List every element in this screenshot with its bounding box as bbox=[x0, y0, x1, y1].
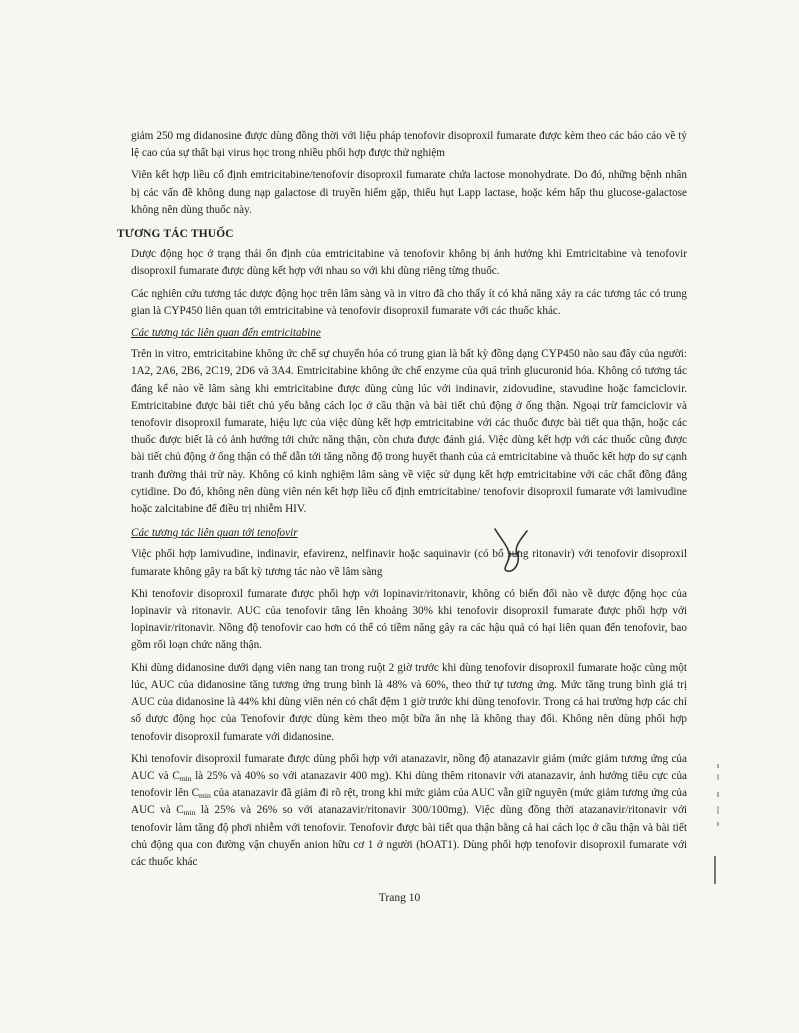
scan-edge-bar bbox=[714, 856, 716, 884]
paragraph-atanazavir bbox=[131, 751, 687, 871]
paragraph-didanosine-note: giảm 250 mg didanosine được dùng đồng thời với liệu pháp tenofovir disoproxil fumarate được kèm theo các báo cáo về tỷ lệ cao của sự thất bại virus học trong nhiều phối hợp được thử nghiệm bbox=[131, 130, 687, 160]
paragraph-lopinavir-ritonavir: Khi tenofovir disoproxil fumarate được phối hợp với lopinavir/ritonavir, không có biến đổi nào về dược động học của lopinavir và ritonavir. AUC của tenofovir tăng lên khoảng 30% khi tenofovir disoproxil fumarate được phối hợp với lopinavir/ritonavir. Nồng độ tenofovir cao hơn có thể có tiềm năng gây ra các hậu quả có hại liên quan đến tenofovir, bao gồm rối loạn chức năng thận. bbox=[131, 587, 687, 652]
subheading-emtricitabine: Các tương tác liên quan đến emtricitabine bbox=[131, 327, 321, 340]
paragraph-didanosine: Khi dùng didanosine dưới dạng viên nang tan trong ruột 2 giờ trước khi dùng tenofovir disoproxil fumarate hoặc cùng một lúc, AUC của didanosine tăng tương ứng trung bình là 48% và 60%, theo thứ tự tương ứng. Mức tăng trung bình giá trị AUC của didanosine là 44% khi dùng viên nén có chất đệm 1 giờ trước khi dùng tenofovir. Trong cả hai trường hợp các chỉ số dược động học của Tenofovir được dùng kèm theo một bữa ăn nhẹ là không thay đổi. Không nên dùng phối hợp tenofovir disoproxil fumarate với didanosine. bbox=[131, 661, 687, 743]
subscript-min: min bbox=[199, 791, 211, 801]
scan-edge-marks-icon bbox=[715, 762, 721, 842]
section-heading: TƯƠNG TÁC THUỐC bbox=[117, 228, 234, 241]
subheading-tenofovir: Các tương tác liên quan tới tenofovir bbox=[131, 527, 298, 540]
paragraph-cyp450-interactions: Các nghiên cứu tương tác dược động học trên lâm sàng và in vitro đã cho thấy ít có khả năng xảy ra các tương tác có trung gian là CYP450 liên quan tới emtricitabine và tenofovir disoproxil fumarate với các thuốc khác. bbox=[131, 287, 687, 317]
page-number: Trang 10 bbox=[378, 892, 421, 904]
subscript-min: min bbox=[183, 808, 196, 818]
paragraph-tenofovir-combination: Việc phối hợp lamivudine, indinavir, efavirenz, nelfinavir hoặc saquinavir (có bổ sung ritonavir) với tenofovir disoproxil fumarate không gây ra bất kỳ tương tác nào về lâm sàng bbox=[131, 548, 687, 578]
text-segment: là 25% và 26% so với atanazavir/ritonavir 300/100mg). Việc dùng đồng thời atazanavir/ritonavir với tenofovir làm tăng độ phơi nhiễm với tenofovir. Tenofovir được bài tiết qua thận bằng cả hai cách lọc ở cầu thận và bài tiết chủ động qua con đường vận chuyển anion hữu cơ 1 ở người (hOAT1). Dùng phối hợp tenofovir disoproxil fumarate với các thuốc khác bbox=[131, 804, 687, 868]
handwritten-signature-icon bbox=[487, 525, 535, 575]
paragraph-emtricitabine-interactions: Trên in vitro, emtricitabine không ức chế sự chuyển hóa có trung gian là bất kỳ đồng dạng CYP450 nào sau đây của người: 1A2, 2A6, 2B6, 2C19, 2D6 và 3A4. Emtricitabine không ức chế enzyme của quá trình glucuronid hóa. Không có tương tác đáng kể nào về lâm sàng khi emtricitabine được dùng cùng lúc với indinavir, zidovudine, stavudine hoặc famciclovir. Emtricitabine được bài tiết chủ yếu bằng cách lọc ở cầu thận và bài tiết chủ động ở ống thận. Ngoại trừ famciclovir và tenofovir disoproxil fumarate, hiệu lực của việc dùng kết hợp emtricitabine với các thuốc được bài tiết qua thận, hoặc các thuốc được biết là có ảnh hưởng tới chức năng thận, còn chưa được đánh giá. Việc dùng kết hợp với các thuốc cũng được bài tiết chủ động ở ống thận có thể dẫn tới tăng nồng độ trong huyết thanh của cả emtricitabine và thuốc kết hợp do sự cạnh tranh đường thải trừ này. Không có kinh nghiệm lâm sàng về việc sử dụng kết hợp emtricitabine với các chất đồng đẳng cytidine. Do đó, không nên dùng viên nén kết hợp liều cố định emtricitabine/ tenofovir disoproxil fumarate với lamivudine hoặc zalcitabine để điều trị nhiễm HIV. bbox=[131, 348, 687, 516]
subscript-min: min bbox=[179, 773, 192, 783]
document-body bbox=[117, 128, 687, 876]
paragraph-lactose-note: Viên kết hợp liều cố định emtricitabine/tenofovir disoproxil fumarate chứa lactose monohydrate. Do đó, những bệnh nhân bị các vấn đề không dung nạp galactose di truyền hiếm gặp, thiếu hụt Lapp lactase, hoặc kém hấp thu glucose-galactose không nên dùng thuốc này. bbox=[131, 169, 687, 216]
text-segment: Khi tenofovir disoproxil fumarate được dùng phối hợp với atanazavir, nồng độ atanazavir giảm (mức giảm tương ứng của AUC và C bbox=[131, 752, 687, 782]
paragraph-pk-steady-state: Dược động học ở trạng thái ổn định của emtricitabine và tenofovir không bị ảnh hưởng khi Emtricitabine và tenofovir disoproxil fumarate được dùng kết hợp với nhau so với khi dùng riêng từng thuốc. bbox=[131, 248, 687, 278]
text-segment: là 25% và 40% so với atanazavir 400 mg). Khi dùng thêm ritonavir với atanazavir, ảnh hưởng tiêu cực của tenofovir lên C bbox=[131, 769, 687, 800]
text-segment: của atanazavir đã giảm đi rõ rệt, trong khi mức giảm của AUC vẫn giữ nguyên (mức giảm tương ứng của AUC và C bbox=[131, 787, 687, 817]
